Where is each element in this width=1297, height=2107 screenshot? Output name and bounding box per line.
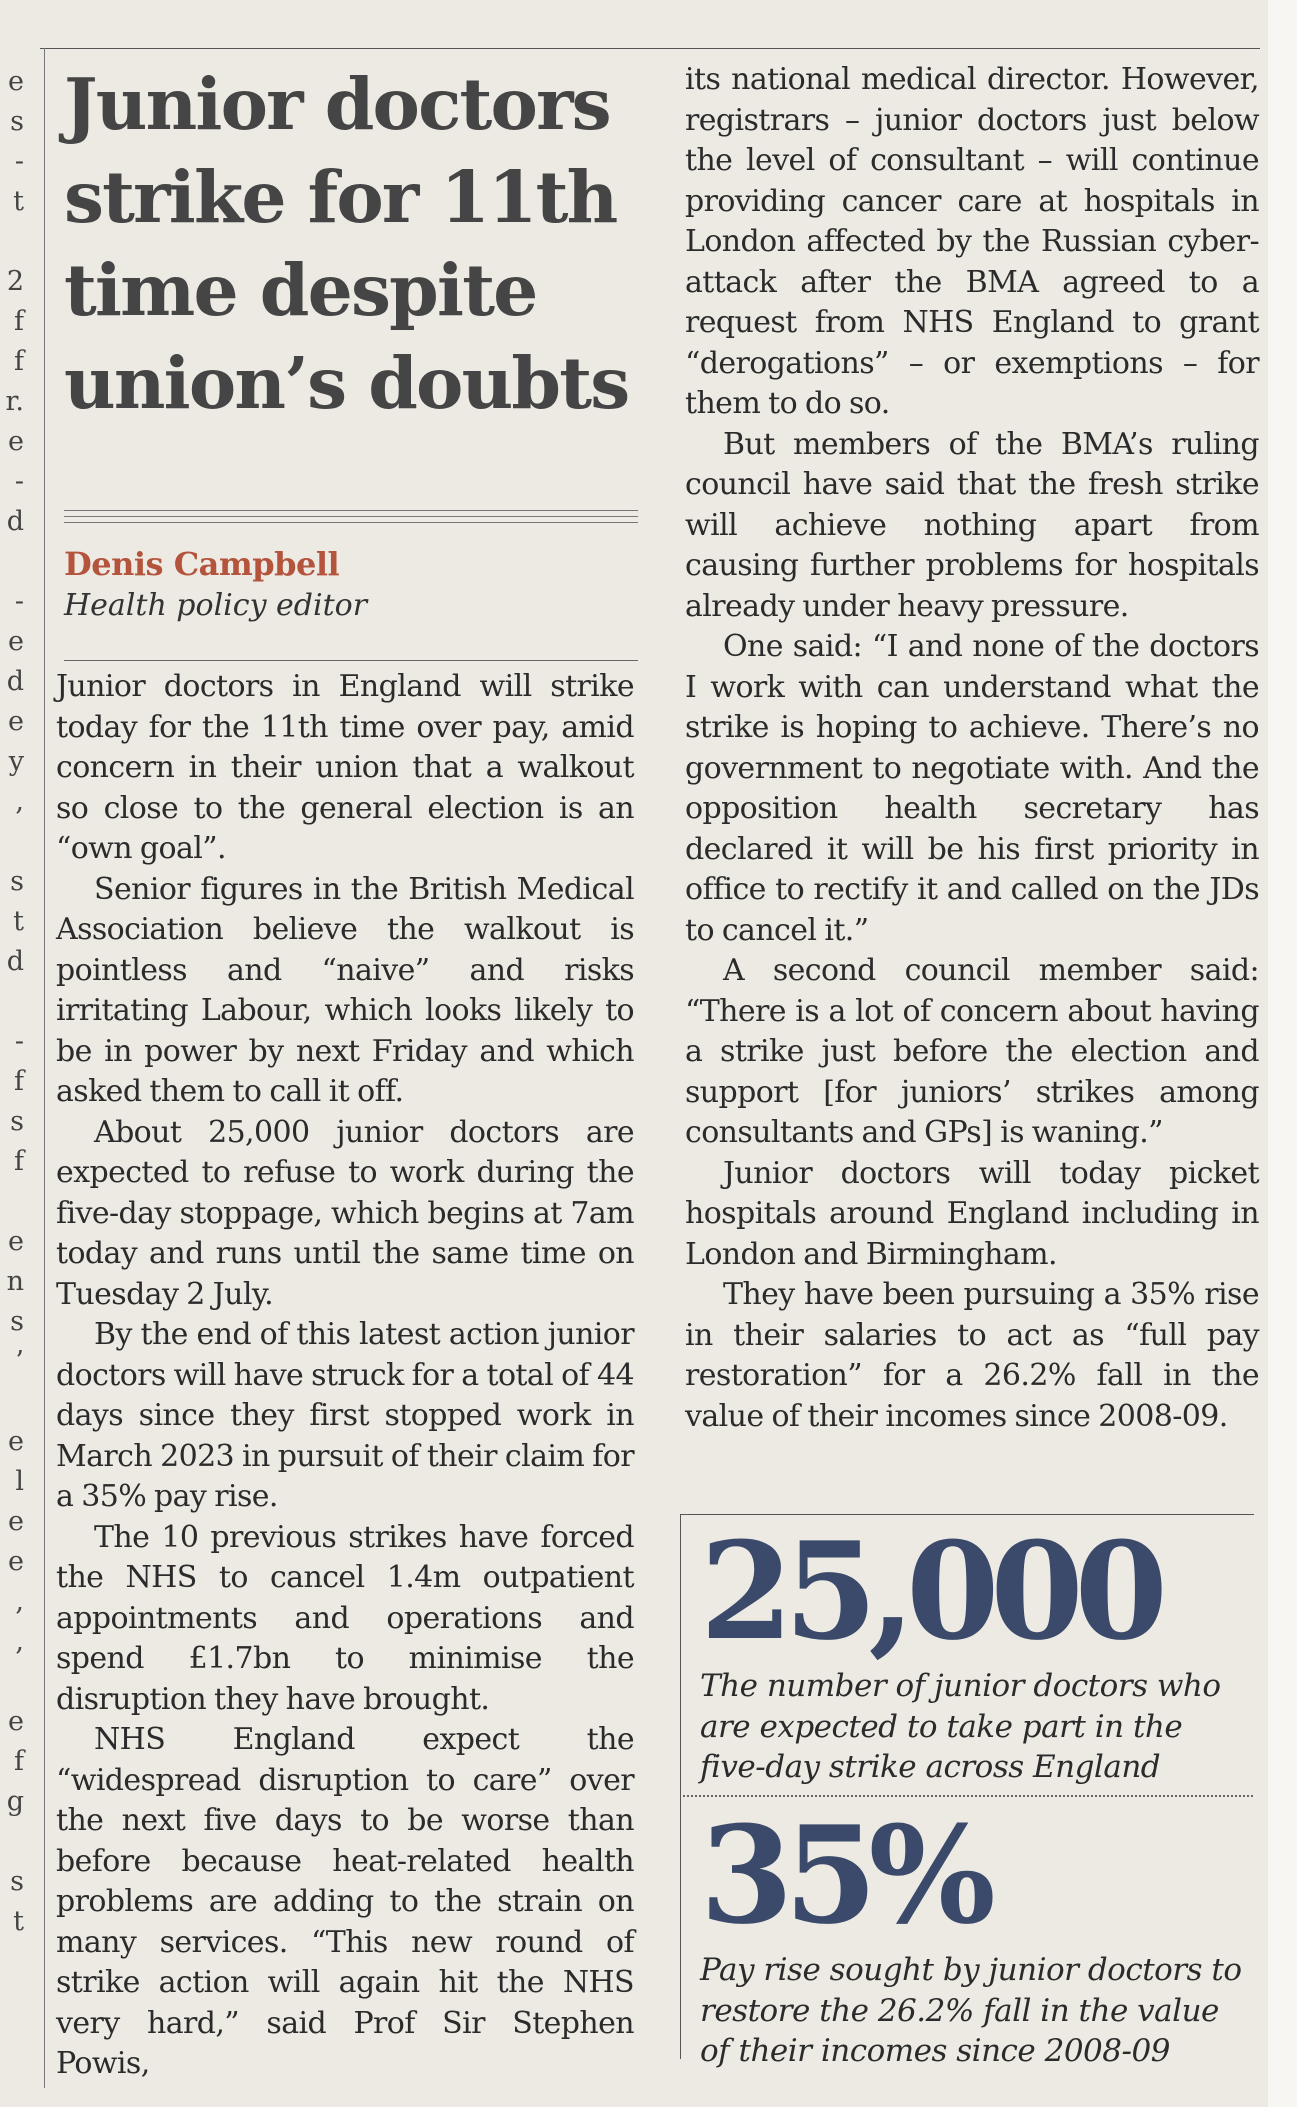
fragment-text [0,1662,24,1702]
fragment-text: - [14,586,24,617]
fact-number: 35% [700,1796,987,1954]
author-name: Denis Campbell [64,545,340,583]
fragment-text [0,822,24,862]
paragraph: The 10 previous strikes have forced the NHS to cancel 1.4m outpatient appointments and operations and spend £1.7bn to minimise the disruption they have brought. [56,1519,634,1717]
fragment-text [0,1822,24,1862]
fragment-text: f [14,1066,24,1097]
fragment-text: - [14,1026,24,1057]
fragment-text: 2 [6,266,24,297]
fragment-text: - [14,466,24,497]
fragment-text: ’ [15,1346,24,1377]
fragment-text: s [10,866,24,897]
fragment-text: e [8,626,24,657]
column-divider [44,48,45,2088]
paragraph: Senior figures in the British Medical Association believe the walkout is pointless and “naive” and risks irritating Labour, which looks likely to be in power by next Friday and which asked them to call it off. [56,871,634,1109]
fragment-text: n [6,1266,24,1297]
fragment-text: d [6,506,24,537]
fact-item [700,1796,1250,2072]
paragraph: They have been pursuing a 35% rise in their salaries to act as “full pay restoration” for a 26.2% fall in the value of their incomes since 2008-09. [685,1277,1259,1434]
fragment-text: , [15,1586,24,1617]
fact-caption: Pay rise sought by junior doctors to restore the 26.2% fall in the value of their incomes since 2008-09 [700,1952,1242,2069]
fact-item [700,1512,1250,1788]
fact-number: 25,000 [700,1512,1159,1670]
fragment-text [0,1382,24,1422]
fragment-text: e [8,1546,24,1577]
byline-rules [64,510,638,528]
fragment-text: f [14,1146,24,1177]
headline: Junior doctors strike for 11th time despite union’s doubts [64,62,629,425]
fact-caption: The number of junior doctors who are expected to take part in the five-day strike across England [700,1668,1221,1785]
fragment-text: s [10,1306,24,1337]
fragment-text: t [13,1906,24,1937]
article-column-right [685,60,1259,1437]
fragment-text: e [8,426,24,457]
previous-column-fragments [0,62,24,1942]
paragraph: One said: “I and none of the doctors I work with can understand what the strike is hoping to achieve. There’s no government to negotiate with. And the opposition health secretary has declared it will be his first priority in office to rectify it and called on the JDs to cancel it.” [685,629,1259,948]
fragment-text: s [10,1866,24,1897]
fragment-text: f [14,306,24,337]
fragment-text: t [13,906,24,937]
fragment-text: e [8,1506,24,1537]
paragraph: A second council member said: “There is a lot of concern about having a strike just before the election and support [for juniors’ strikes among consultants and GPs] is waning.” [685,953,1259,1150]
paragraph: About 25,000 junior doctors are expected to refuse to work during the five-day stoppage, which begins at 7am today and runs until the same time on Tuesday 2 July. [56,1114,634,1312]
fragment-text: t [13,186,24,217]
fragment-text: d [6,666,24,697]
factbox-border [680,1514,681,2059]
fragment-text: e [8,1226,24,1257]
paragraph: Junior doctors in England will strike today for the 11th time over pay, amid concern in their union that a walkout so close to the general election is an “own goal”. [56,669,634,866]
paragraph: NHS England expect the “widespread disruption to care” over the next five days to be worse than before because heat-related health problems are adding to the strain on many services. “This new round of strike action will again hit the NHS very hard,” said Prof Sir Stephen Powis, [56,1722,634,2081]
paragraph: Junior doctors will today picket hospitals around England including in London and Birmingham. [685,1155,1259,1272]
fragment-text [0,982,24,1022]
fragment-text: f [14,1746,24,1777]
page-edge [1268,0,1297,2107]
fragment-text: r. [5,386,24,417]
fragment-text [0,222,24,262]
paragraph: But members of the BMA’s ruling council have said that the fresh strike will achieve nothing apart from causing further problems for hospitals already under heavy pressure. [685,426,1259,624]
fragment-text: y [8,746,24,777]
fragment-text: e [8,1706,24,1737]
fragment-text: e [8,66,24,97]
fragment-text: g [6,1786,24,1817]
fragment-text: e [8,706,24,737]
fragment-text: d [6,946,24,977]
article-column-left [56,667,634,2085]
fragment-text: e [8,1426,24,1457]
fragment-text [0,542,24,582]
fragment-text: s [10,106,24,137]
fragment-text: l [15,1466,24,1497]
paragraph: its national medical director. However, registrars – junior doctors just below the level of consultant – will continue providing cancer care at hospitals in London affected by the Russian cyber-attack after the BMA agreed to a request from NHS England to grant “derogations” – or exemptions – for them to do so. [685,62,1259,421]
fragment-text: - [14,146,24,177]
author-role: Health policy editor [64,588,368,623]
top-rule [40,48,1260,49]
fragment-text [0,1182,24,1222]
fragment-text: s [10,1106,24,1137]
byline-divider [64,660,638,661]
fragment-text: , [15,1626,24,1657]
paragraph: By the end of this latest action junior doctors will have struck for a total of 44 days since they first stopped work in March 2023 in pursuit of their claim for a 35% pay rise. [56,1317,634,1514]
fragment-text: f [14,346,24,377]
fragment-text: , [15,786,24,817]
